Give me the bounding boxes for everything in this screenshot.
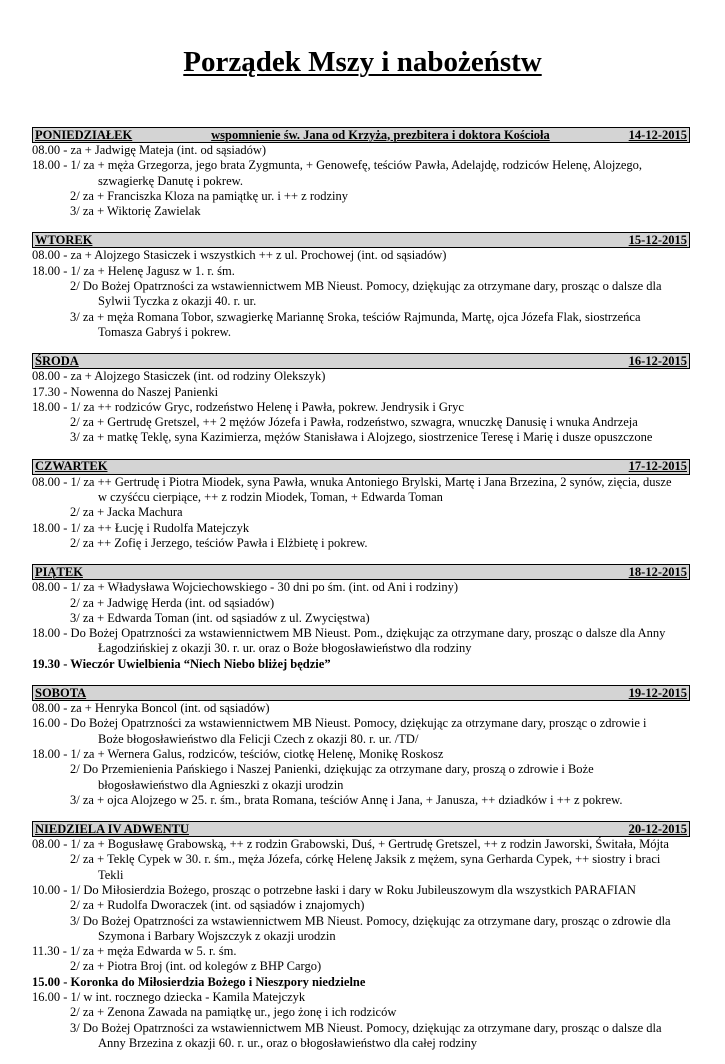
- mass-entry-line: 2/ Do Przemienienia Pańskiego i Naszej Panienki, dziękując za otrzymane dary, proszą o zdrowie i Boże: [70, 762, 594, 777]
- mass-entry-line: 3/ za + Wiktorię Zawielak: [70, 204, 201, 219]
- mass-entry-line: 3/ za + matkę Teklę, syna Kazimierza, mężów Stanisława i Alojzego, siostrzenice Teresę i Marię i dusze opuszczone: [70, 430, 653, 445]
- day-section: [32, 353, 690, 445]
- mass-entry-line: 2/ za + Franciszka Kloza na pamiątkę ur. i ++ z rodziny: [70, 188, 348, 203]
- mass-entry-line: 2/ za + Rudolfa Dworaczek (int. od sąsiadów i znajomych): [70, 898, 365, 913]
- mass-entry-line: 10.00 - 1/ Do Miłosierdzia Bożego, prosząc o potrzebne łaski i dary w Roku Jubileuszowym dla wszystkich PARAFIAN: [32, 882, 636, 897]
- day-date: 16-12-2015: [628, 353, 687, 368]
- mass-entry-line: 2/ za + Gertrudę Gretszel, ++ 2 mężów Józefa i Pawła, rodzeństwo, szwagra, wnuczkę Danusię i wnuka Andrzeja: [70, 415, 638, 430]
- mass-entry-line: 2/ Do Bożej Opatrzności za wstawiennictwem MB Nieust. Pomocy, dziękując za otrzymane dary, prosząc o dalsze dla: [70, 279, 662, 294]
- mass-entry-line: 2/ za ++ Zofię i Jerzego, teściów Pawła i Elżbietę i pokrew.: [70, 535, 368, 550]
- mass-entry-line: 3/ za + ojca Alojzego w 25. r. śm., brata Romana, teściów Annę i Jana, + Janusza, ++ dziadków i ++ z pokrew.: [70, 792, 623, 807]
- day-note: wspomnienie św. Jana od Krzyża, prezbitera i doktora Kościoła: [211, 127, 550, 142]
- mass-entry-line: 18.00 - 1/ za ++ rodziców Gryc, rodzeństwo Helenę i Pawła, pokrew. Jendrysik i Gryc: [32, 399, 464, 414]
- mass-entry-line: 08.00 - 1/ za + Władysława Wojciechowskiego - 30 dni po śm. (int. od Ani i rodziny): [32, 580, 458, 595]
- mass-entry-line: Tomasza Gabryś i pokrew.: [98, 324, 231, 339]
- day-section: [32, 127, 690, 219]
- day-section: [32, 821, 690, 1051]
- day-header: [32, 685, 690, 701]
- mass-entry-line: 3/ za + Edwarda Toman (int. od sąsiadów z ul. Zwycięstwa): [70, 610, 370, 625]
- mass-entry-line: 11.30 - 1/ za + męża Edwarda w 5. r. śm.: [32, 944, 237, 959]
- day-date: 15-12-2015: [628, 232, 687, 247]
- day-name: PIĄTEK: [35, 564, 83, 579]
- day-date: 14-12-2015: [628, 127, 687, 142]
- mass-entry-line: 18.00 - Do Bożej Opatrzności za wstawiennictwem MB Nieust. Pom., dziękując za otrzymane dary, prosząc o dalsze dla Anny: [32, 626, 666, 641]
- day-header: [32, 459, 690, 475]
- day-header: [32, 353, 690, 369]
- mass-entry-line: Łagodzińskiej z okazji 30. r. ur. oraz o Boże błogosławieństwo dla rodziny: [98, 641, 472, 656]
- mass-entry-line: 08.00 - za + Alojzego Stasiczek (int. od rodziny Olekszyk): [32, 369, 326, 384]
- mass-entry-line: 2/ za + Teklę Cypek w 30. r. śm., męża Józefa, córkę Helenę Jaksik z mężem, syna Gerharda Cypek, ++ siostry i braci: [70, 852, 661, 867]
- mass-entry-line: 2/ za + Jacka Machura: [70, 505, 183, 520]
- day-date: 18-12-2015: [628, 564, 687, 579]
- day-name: WTOREK: [35, 232, 93, 247]
- mass-entry-line: 08.00 - 1/ za + Bogusławę Grabowską, ++ z rodzin Grabowski, Duś, + Gertrudę Gretszel, ++ z rodzin Jaworski, Świtała, Mójta: [32, 837, 669, 852]
- mass-entry-line: 19.30 - Wieczór Uwielbienia “Niech Niebo bliżej będzie”: [32, 656, 331, 671]
- mass-entry-line: Boże błogosławieństwo dla Felicji Czech z okazji 80. r. ur. /TD/: [98, 731, 419, 746]
- mass-entry-line: 18.00 - 1/ za + Wernera Galus, rodziców, teściów, ciotkę Helenę, Monikę Roskosz: [32, 746, 444, 761]
- day-header: [32, 821, 690, 837]
- day-name: ŚRODA: [35, 353, 79, 368]
- day-section: [32, 232, 690, 340]
- day-section: [32, 685, 690, 808]
- mass-entry-line: 18.00 - 1/ za + Helenę Jagusz w 1. r. śm.: [32, 263, 235, 278]
- mass-entry-line: 08.00 - 1/ za ++ Gertrudę i Piotra Miodek, syna Pawła, wnuka Antoniego Brylski, Martę i Jana Brzezina, 2 synów, zięcia, dusze: [32, 474, 672, 489]
- mass-entry-line: 08.00 - za + Henryka Boncol (int. od sąsiadów): [32, 701, 270, 716]
- mass-entry-line: 3/ Do Bożej Opatrzności za wstawiennictwem MB Nieust. Pomocy, dziękując za otrzymane dary, prosząc o zdrowie dla: [70, 913, 671, 928]
- mass-entry-line: 16.00 - 1/ w int. rocznego dziecka - Kamila Matejczyk: [32, 990, 306, 1005]
- day-name: SOBOTA: [35, 685, 87, 700]
- mass-entry-line: w czyśćcu cierpiące, ++ z rodzin Miodek, Toman, + Edwarda Toman: [98, 490, 443, 505]
- mass-entry-line: 2/ za + Jadwigę Herda (int. od sąsiadów): [70, 595, 275, 610]
- mass-entry-line: Anny Brzezina z okazji 60. r. ur., oraz o błogosławieństwo dla całej rodziny: [98, 1035, 478, 1050]
- page-title: Porządek Mszy i nabożeństw: [183, 46, 542, 78]
- day-name: PONIEDZIAŁEK: [35, 127, 133, 142]
- mass-entry-line: 18.00 - 1/ za ++ Łucję i Rudolfa Matejczyk: [32, 520, 250, 535]
- day-section: [32, 459, 690, 551]
- day-name: NIEDZIELA IV ADWENTU: [35, 821, 189, 836]
- mass-entry-line: 3/ za + męża Romana Tobor, szwagierkę Mariannę Sroka, teściów Rajmunda, Martę, ojca Józefa Flak, siostrzeńca: [70, 309, 641, 324]
- mass-entry-line: Szymona i Barbary Wojszczyk z okazji urodzin: [98, 928, 336, 943]
- day-date: 20-12-2015: [628, 821, 687, 836]
- mass-entry-line: 18.00 - 1/ za + męża Grzegorza, jego brata Zygmunta, + Genowefę, teściów Pawła, Adelajdę, rodziców Helenę, Alojzego,: [32, 158, 643, 173]
- mass-entry-line: 16.00 - Do Bożej Opatrzności za wstawiennictwem MB Nieust. Pomocy, dziękując za otrzymane dary, prosząc o zdrowie i: [32, 716, 647, 731]
- day-date: 17-12-2015: [628, 459, 687, 474]
- day-date: 19-12-2015: [628, 685, 687, 700]
- mass-entry-line: 3/ Do Bożej Opatrzności za wstawiennictwem MB Nieust. Pomocy, dziękując za otrzymane dary, prosząc o dalsze dla: [70, 1020, 662, 1035]
- day-header: [32, 232, 690, 248]
- day-name: CZWARTEK: [35, 459, 108, 474]
- mass-entry-line: szwagierkę Danutę i pokrew.: [98, 173, 243, 188]
- mass-entry-line: 2/ za + Piotra Broj (int. od kolegów z BHP Cargo): [70, 959, 322, 974]
- mass-entry-line: 15.00 - Koronka do Miłosierdzia Bożego i Nieszpory niedzielne: [32, 974, 366, 989]
- mass-entry-line: Tekli: [98, 867, 124, 882]
- mass-entry-line: 17.30 - Nowenna do Naszej Panienki: [32, 384, 219, 399]
- day-section: [32, 564, 690, 672]
- mass-entry-line: Sylwii Tyczka z okazji 40. r. ur.: [98, 294, 257, 309]
- mass-entry-line: 2/ za + Zenona Zawada na pamiątkę ur., jego żonę i ich rodziców: [70, 1005, 397, 1020]
- schedule: [32, 127, 690, 1064]
- mass-entry-line: błogosławieństwo dla Agnieszki z okazji urodzin: [98, 777, 344, 792]
- mass-entry-line: 08.00 - za + Alojzego Stasiczek i wszystkich ++ z ul. Prochowej (int. od sąsiadów): [32, 248, 447, 263]
- day-header: [32, 127, 690, 143]
- day-header: [32, 564, 690, 580]
- mass-entry-line: 08.00 - za + Jadwigę Mateja (int. od sąsiadów): [32, 143, 267, 157]
